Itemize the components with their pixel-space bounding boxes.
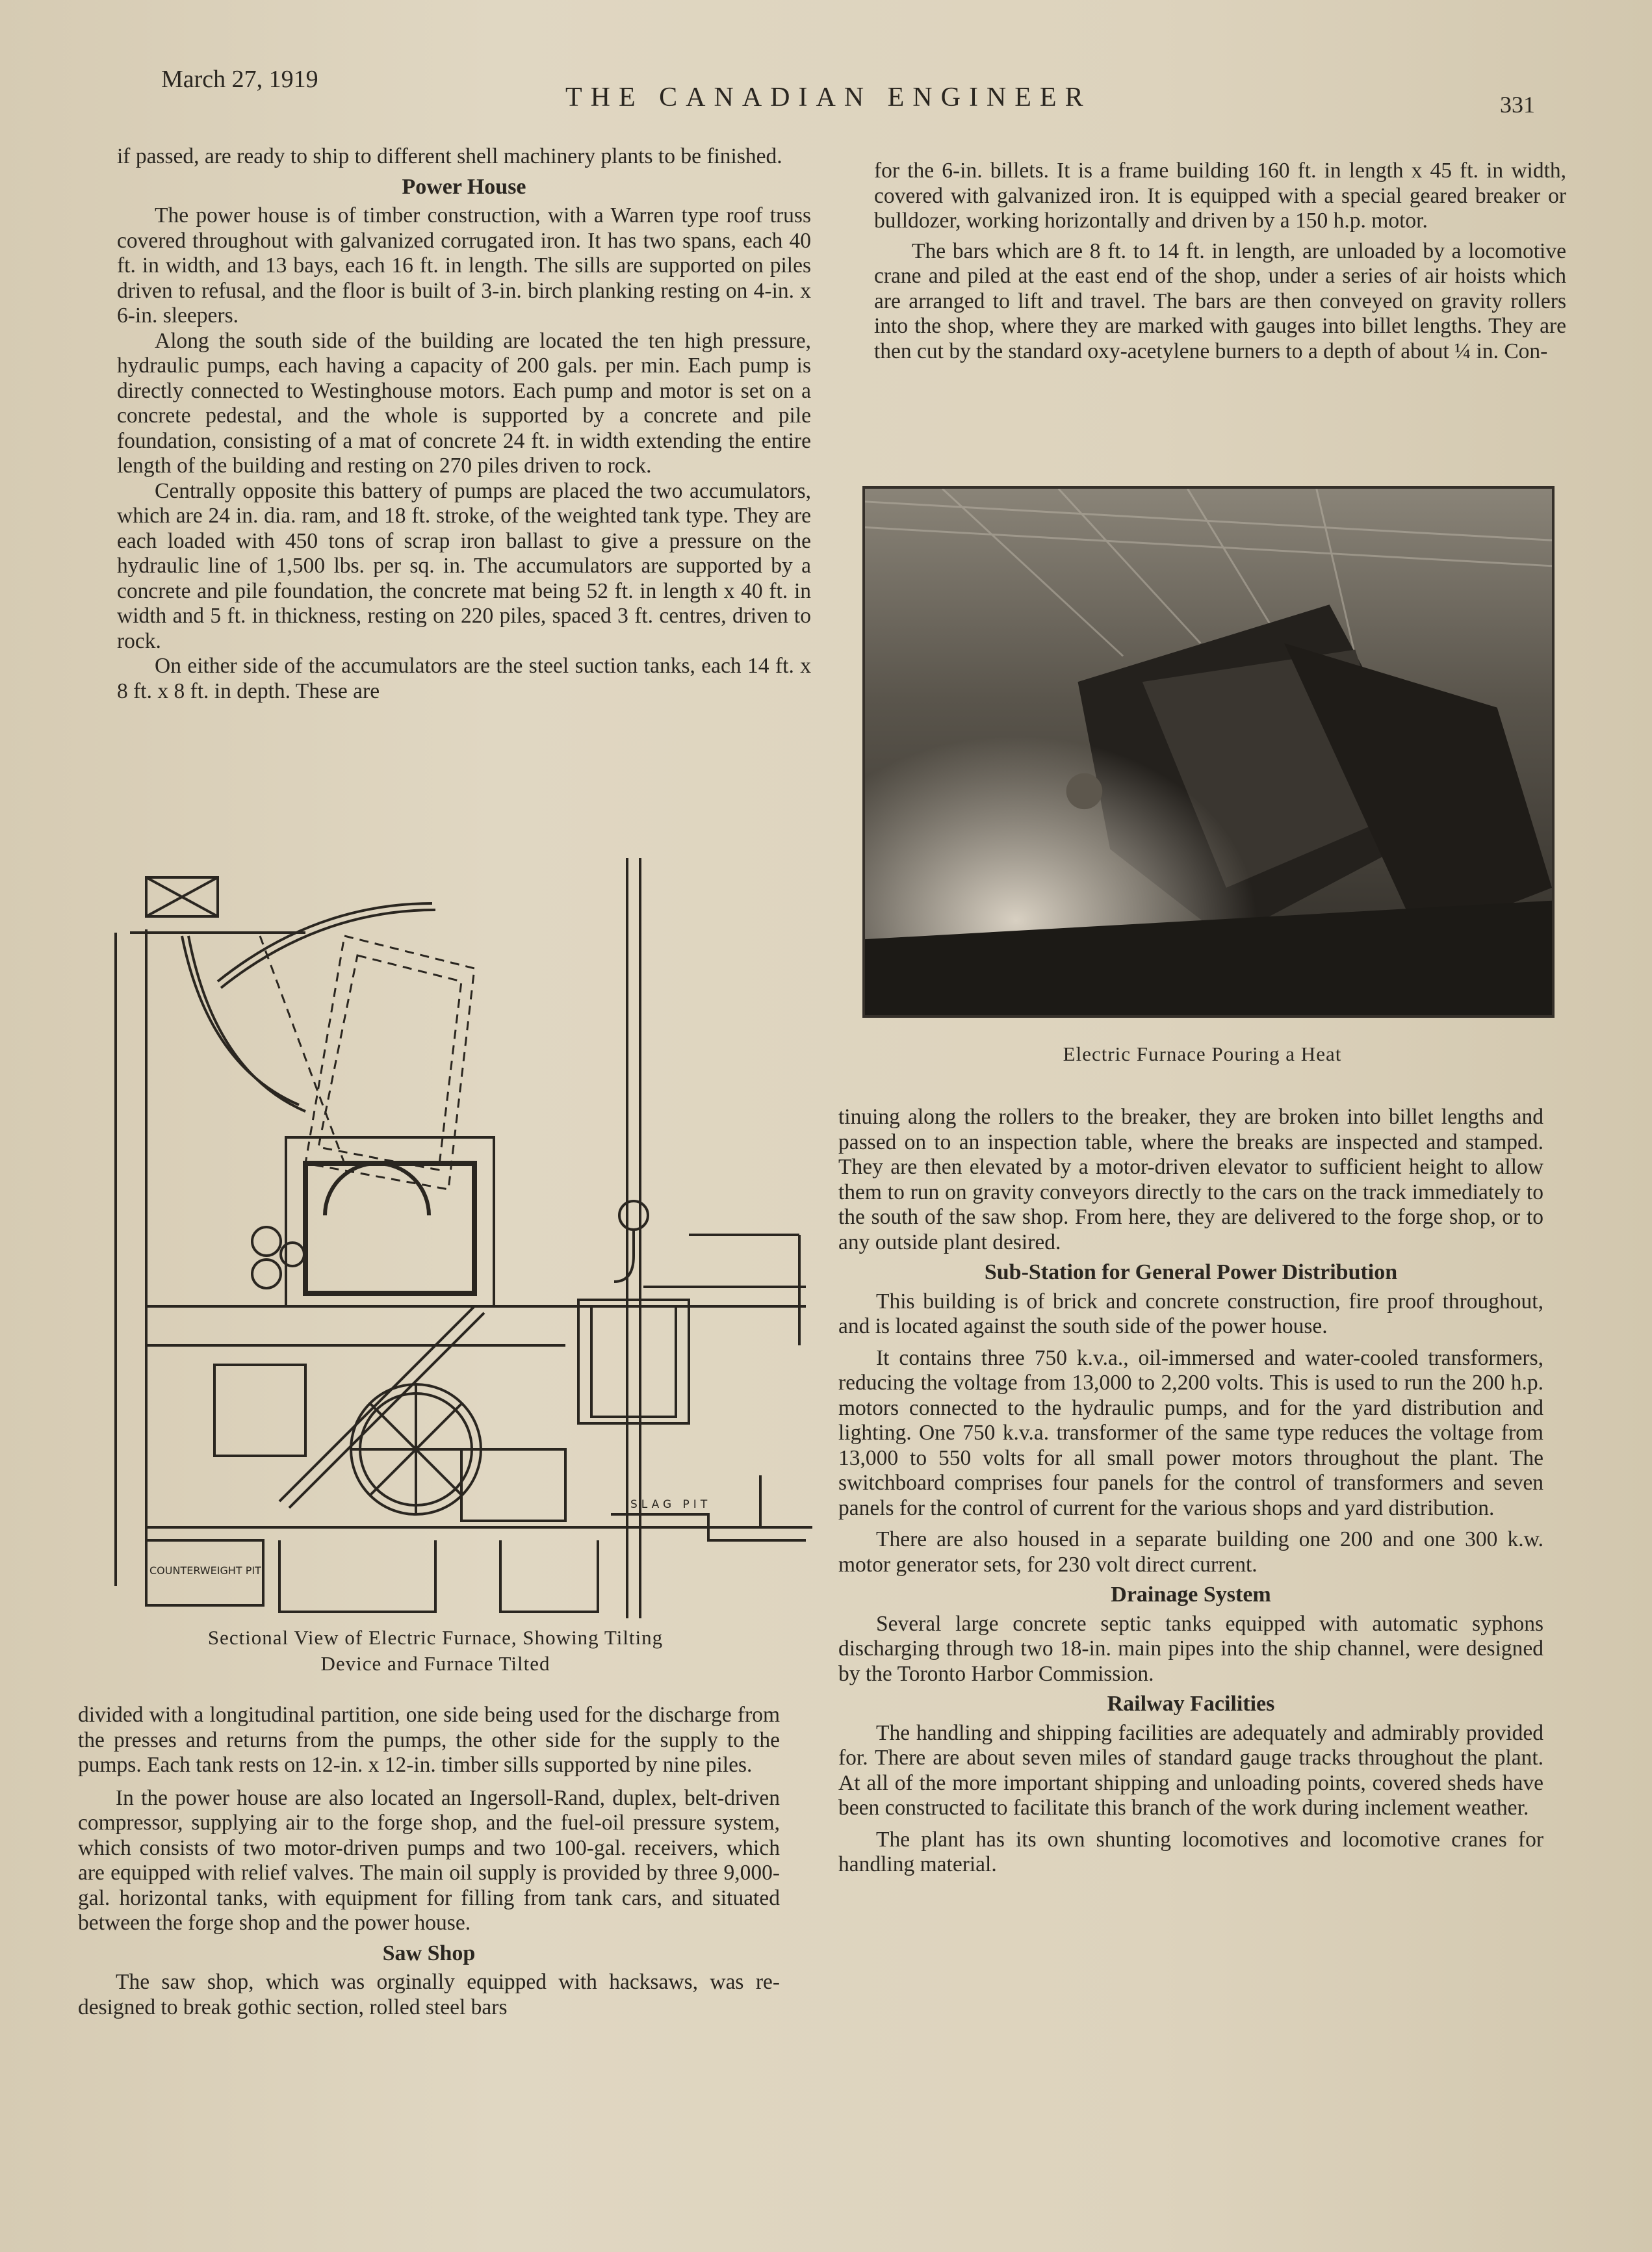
drawing-caption-line2: Device and Furnace Tilted xyxy=(320,1652,550,1675)
left-column-top xyxy=(117,144,811,704)
drawing-caption xyxy=(78,1625,793,1677)
paragraph: divided with a longitudinal partition, one side being used for the discharge from the presses and returns from the pumps, the other side for the supply to the pumps. Each tank rests on 12-in. x 12-in. timber sills supported by nine piles. xyxy=(78,1703,780,1777)
paragraph: There are also housed in a separate building one 200 and one 300 k.w. motor generator sets, for 230 volt direct current. xyxy=(838,1527,1543,1577)
issue-date: March 27, 1919 xyxy=(161,66,318,93)
section-heading-railway: Railway Facilities xyxy=(1107,1692,1275,1716)
paragraph: tinuing along the rollers to the breaker, they are broken into billet lengths and passed on to an inspection table, where the breaks are inspected and stamped. They are then elevated by a motor-driven elevator to sufficient height to allow them to run on gravity conveyors directly to the cars on the track immediately to the south of the saw shop. From here, they are delivered to the forge shop, or to any outside plant desired. xyxy=(838,1105,1543,1254)
section-heading-power-house: Power House xyxy=(402,174,526,199)
paragraph: This building is of brick and concrete construction, fire proof throughout, and is located against the south side of the power house. xyxy=(838,1289,1543,1338)
counterweight-pit-label: COUNTERWEIGHT PIT xyxy=(149,1564,261,1577)
furnace-sectional-drawing xyxy=(110,851,812,1618)
paragraph: It contains three 750 k.v.a., oil-immersed and water-cooled transformers, reducing the voltage from 13,000 to 2,200 volts. This is used to run the 200 h.p. motors connected to the hydraulic pumps, and for the yard distribution and lighting. One 750 k.v.a. transformer of the same type reduces the voltage from 13,000 to 550 volts for all small power motors throughout the plant. The switchboard comprises four panels for the control of transformers and seven panels for the control of current for the various shops and yard distribution. xyxy=(838,1345,1543,1520)
right-column-top xyxy=(874,159,1566,364)
right-column-bottom xyxy=(838,1105,1543,1878)
slag-pit-label: SLAG PIT xyxy=(630,1498,712,1511)
section-heading-substation: Sub-Station for General Power Distribution xyxy=(984,1260,1398,1284)
paragraph: The handling and shipping facilities are adequately and admirably provided for. There are about seven miles of standard gauge tracks throughout the plant. At all of the more important shipping and unloading points, covered sheds have been constructed to facilitate this branch of the work during inclement weather. xyxy=(838,1720,1543,1820)
furnace-photograph xyxy=(862,486,1555,1018)
paragraph: The power house is of timber construction, with a Warren type roof truss covered throughout with galvanized corrugated iron. It has two spans, each 40 ft. in width, and 13 bays, each 16 ft. in length. The sills are supported on piles driven to refusal, and the floor is built of 3-in. birch planking resting on 4-in. x 6-in. sleepers. xyxy=(117,203,811,328)
paragraph: The bars which are 8 ft. to 14 ft. in length, are unloaded by a locomotive crane and piled at the east end of the shop, under a series of air hoists which are arranged to lift and travel. The bars are then conveyed on gravity rollers into the shop, where they are marked with gauges into billet lengths. They are then cut by the standard oxy-acetylene burners to a depth of about ¼ in. Con- xyxy=(874,239,1566,363)
paragraph: In the power house are also located an Ingersoll-Rand, duplex, belt-driven compressor, supplying air to the forge shop, and the fuel-oil pressure system, which consists of two motor-driven pumps and two 100-gal. receivers, which are equipped with relief valves. The main oil supply is provided by three 9,000-gal. horizontal tanks, with equipment for filling from tank cars, and situated between the forge shop and the power house. xyxy=(78,1785,780,1935)
paragraph: The saw shop, which was orginally equipped with hacksaws, was re-designed to break gothic section, rolled steel bars xyxy=(78,1970,780,2019)
journal-title: THE CANADIAN ENGINEER xyxy=(565,83,1092,112)
paragraph: if passed, are ready to ship to different shell machinery plants to be finished. xyxy=(117,144,782,168)
photo-caption: Electric Furnace Pouring a Heat xyxy=(1063,1042,1342,1065)
paragraph: for the 6-in. billets. It is a frame building 160 ft. in length x 45 ft. in width, covered with galvanized iron. It is equipped with a special geared breaker or bulldozer, working horizontally and driven by a 150 h.p. motor. xyxy=(874,159,1566,233)
paragraph: The plant has its own shunting locomotives and locomotive cranes for handling material. xyxy=(838,1827,1543,1876)
section-heading-drainage: Drainage System xyxy=(1111,1583,1271,1607)
paragraph: On either side of the accumulators are the steel suction tanks, each 14 ft. x 8 ft. x 8 ft. in depth. These are xyxy=(117,654,811,703)
left-column-bottom xyxy=(78,1703,780,2020)
paragraph: Centrally opposite this battery of pumps are placed the two accumulators, which are 24 in. dia. ram, and 18 ft. stroke, of the weighted tank type. They are each loaded with 450 tons of scrap iron ballast to give a pressure on the hydraulic line of 1,500 lbs. per sq. in. The accumulators are supported by a concrete and pile foundation, the concrete mat being 52 ft. in length x 40 ft. in width and 5 ft. in thickness, resting on 220 piles, spaced 3 ft. centres, driven to rock. xyxy=(117,478,811,653)
paragraph: Several large concrete septic tanks equipped with automatic syphons discharging through two 18-in. main pipes into the ship channel, were designed by the Toronto Harbor Commission. xyxy=(838,1611,1543,1686)
drawing-caption-line1: Sectional View of Electric Furnace, Showing Tilting xyxy=(207,1626,664,1649)
paragraph: Along the south side of the building are located the ten high pressure, hydraulic pumps, each having a capacity of 200 gals. per min. Each pump is directly connected to Westinghouse motors. Each pump and motor is set on a concrete pedestal, and the whole is supported by a concrete and pile foundation, consisting of a mat of concrete 24 ft. in width extending the entire length of the building and resting on 270 piles driven to rock. xyxy=(117,328,811,478)
section-heading-saw-shop: Saw Shop xyxy=(382,1941,476,1965)
page-number: 331 xyxy=(1500,92,1535,118)
